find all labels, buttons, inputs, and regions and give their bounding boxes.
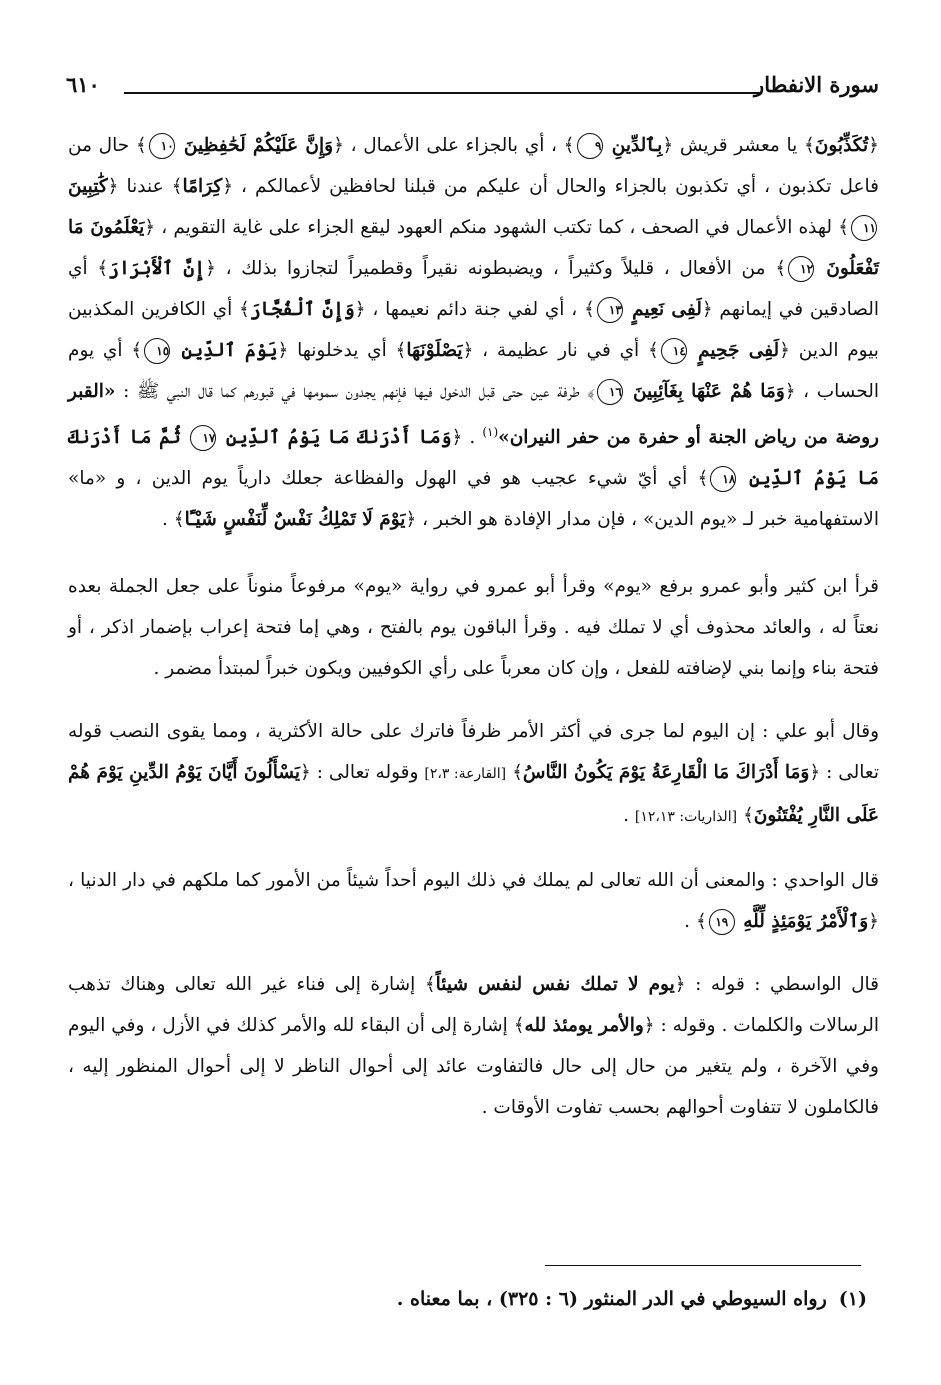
body-text: أي يوم الحساب ، [68,340,879,402]
body-text: ، أي بالجزاء على الأعمال ، [343,135,564,156]
page-number: ٦١٠ [66,72,100,97]
quran-quote: ﴿وَمَا أَدْرَىٰكَ مَا يَوْمُ ٱلدِّينِ ١٧ ثُمَّ مَا أَدْرَىٰكَ مَا يَوْمُ ٱلدِّينِ ١٨﴾ [68,427,879,489]
body-text: إشارة إلى أن البقاء لله والأمر كذلك في الأزل ، وفي اليوم وفي الآخرة ، ولم يتغير من حال إلى حال فالتفاوت عائد إلى أحوال الناظر لا إلى أحوال المنظور إليه ، فالكاملون لا تتفاوت أحوالهم بحسب تفاوت الأوقات . [68,1015,879,1119]
header-rule [124,92,761,94]
ayah-number-marker: ١٤ [661,338,687,364]
body-text: وقال أبو علي : إن اليوم لما جرى في أكثر الأمر ظرفاً فاترك على حالة الأكثرية ، ومما يقوى النصب قوله تعالى : [68,721,879,784]
footnote-marker: (١) [482,425,499,439]
body-text: حال من فاعل تكذبون ، أي تكذبون بالجزاء والحال أن عليكم من قبلنا لحافظين لأعمالكم ، [68,135,879,197]
page-header [66,70,879,110]
verse-reference: [القارعة: ٢،٣] [424,766,507,783]
body-text: أي أيّ شيء عجيب هو في الهول والفظاعة جعلك دارياً يوم الدين ، و «ما» الاستفهامية خبر لـ «يوم الدين» ، فإن مدار الإفادة هو الخبر ، [68,468,879,531]
ayah-number-marker: ٩ [577,133,603,159]
quran-quote: ﴿وَإِنَّ ٱلْفُجَّارَ﴾ [239,299,366,320]
quran-quote: ﴿يَعْلَمُونَ مَا تَفْعَلُونَ ١٢﴾ [68,217,879,279]
tafsir-paragraph-3 [68,711,879,838]
ayah-number-marker: ١٦ [597,379,623,405]
quran-quote: ﴿يَسْأَلُونَ أَيَّانَ يَوْمُ الدِّينِ يَوْمَ هُمْ عَلَى النَّارِ يُفْتَنُونَ﴾ [68,762,879,827]
body-text: أي يدخلونها [288,340,396,361]
ayah-number-marker: ١٠ [149,133,175,159]
footnote-number: (١) [838,1288,867,1310]
ayah-number-marker: ١٩ [709,909,735,935]
body-text: عندنا [118,176,172,197]
quran-quote: ﴿بِٱلدِّينِ ٩﴾ [564,135,674,156]
body-text: قال الواحدي : والمعنى أن الله تعالى لم يملك في ذلك اليوم أحداً شيئاً من الأمور كما ملكهم في دار الدنيا ، [68,870,879,892]
tafsir-paragraph-4 [68,860,879,942]
tafsir-paragraph-1 [68,125,879,540]
quran-quote: ﴿والأمر يومئذ لله﴾ [513,1015,655,1037]
quran-quote: ﴿وَٱلْأَمْرُ يَوْمَئِذٍ لِّلَّهِ ١٩﴾ [696,911,879,932]
quran-quote: ﴿يوم لا تملك نفس لنفس شيئاً﴾ [424,974,686,996]
quran-quote: ﴿وَمَا هُمْ عَنْهَا بِغَآئِبِينَ ١٦﴾ [587,381,795,402]
body-text: ، أي لفي جنة دائم نعيمها ، [365,299,584,320]
quran-quote: ﴿يَصْلَوْنَهَا﴾ [395,340,474,361]
body-text: أي الصادقين في إيمانهم [68,258,880,320]
ayah-number-marker: ١٣ [597,297,623,323]
footnote-separator [545,1265,861,1266]
verse-reference: [الذاريات: ١٢،١٣] [634,809,738,826]
quran-quote: ﴿وَإِنَّ عَلَيْكُمْ لَحَٰفِظِينَ ١٠﴾ [136,135,344,156]
quran-quote: ﴿إِنَّ ٱلْأَبْرَارَ﴾ [97,258,216,279]
tafsir-paragraph-2: قرأ ابن كثير وأبو عمرو برفع «يوم» وقرأ أبو عمرو في رواية «يوم» مرفوعاً منوناً على جعل الجملة بعده نعتاً له ، والعائد محذوف أي لا تملك فيه . وقرأ الباقون يوم بالفتح ، وهي إما فتحة إعراب بإضمار اذكر ، أو فتحة بناء وإنما بني لإضافته للفعل ، وإن كان معرباً على رأي الكوفيين ويكون خبراً لمبتدأ مضمر . [68,576,879,680]
ayah-number-marker: ١٧ [190,425,216,451]
body-text: إشارة إلى فناء غير الله تعالى وهناك تذهب الرسالات والكلمات . وقوله : [68,974,880,1037]
body-text: . [161,509,174,531]
page-body [68,125,879,1128]
ayah-number-marker: ١٨ [710,466,736,492]
body-text: . [684,911,696,933]
footnote [60,1282,867,1316]
body-text: . [462,427,483,449]
tafsir-paragraph-5 [68,964,879,1128]
quran-quote: ﴿كِرَامًا﴾ [171,176,234,197]
footnote-text: رواه السيوطي في الدر المنثور (٦ : ٣٢٥) ، بما معناه . [396,1288,827,1310]
surah-title: سورة الانفطار [754,72,879,97]
quran-quote: ﴿يَوْمَ لَا تَمْلِكُ نَفْسٌ لِّنَفْسٍ شَيْـًٔا﴾ [173,509,417,531]
body-text: طرفة عين حتى قبل الدخول فيها فإنهم يجدون سمومها في قبورهم كما قال النبي ﷺ : [115,381,588,402]
body-text: من الأفعال ، قليلاً وكثيراً ، ويضبطونه نقيراً وقطميراً لتجازوا بذلك ، [215,258,776,279]
ayah-number-marker: ١٢ [788,256,814,282]
quran-quote: ﴿كَٰتِبِينَ ١١﴾ [68,176,879,238]
body-text: أي في نار عظيمة ، [473,340,648,361]
ayah-number-marker: ١١ [851,215,877,241]
quran-quote: ﴿لَفِى نَعِيمٍ ١٣﴾ [584,299,713,320]
body-text: قال الواسطي : قوله : [685,974,879,996]
quran-quote: ﴿يَوْمَ ٱلدِّينِ ١٥﴾ [131,340,288,361]
body-text: لهذه الأعمال في الصحف ، كما تكتب الشهود منكم العهود ليقع الجزاء على غاية التقويم ، [155,217,839,238]
body-text: . [623,805,635,827]
body-text: أي الكافرين المكذبين بيوم الدين [68,299,879,361]
quran-quote: ﴿وَمَا أَدْرَاكَ مَا الْقَارِعَةُ يَوْمَ يَكُونُ النَّاسُ﴾ [512,762,821,784]
quran-quote: ﴿تُكَذِّبُونَ﴾ [803,135,879,156]
hadith-quote: «القبر روضة من رياض الجنة أو حفرة من حفر النيران» [68,381,879,449]
body-text: وقوله تعالى : [310,762,425,784]
ayah-number-marker: ١٥ [144,338,170,364]
body-text: يا معشر قريش [673,135,804,156]
quran-quote: ﴿لَفِى جَحِيمٍ ١٤﴾ [648,340,790,361]
